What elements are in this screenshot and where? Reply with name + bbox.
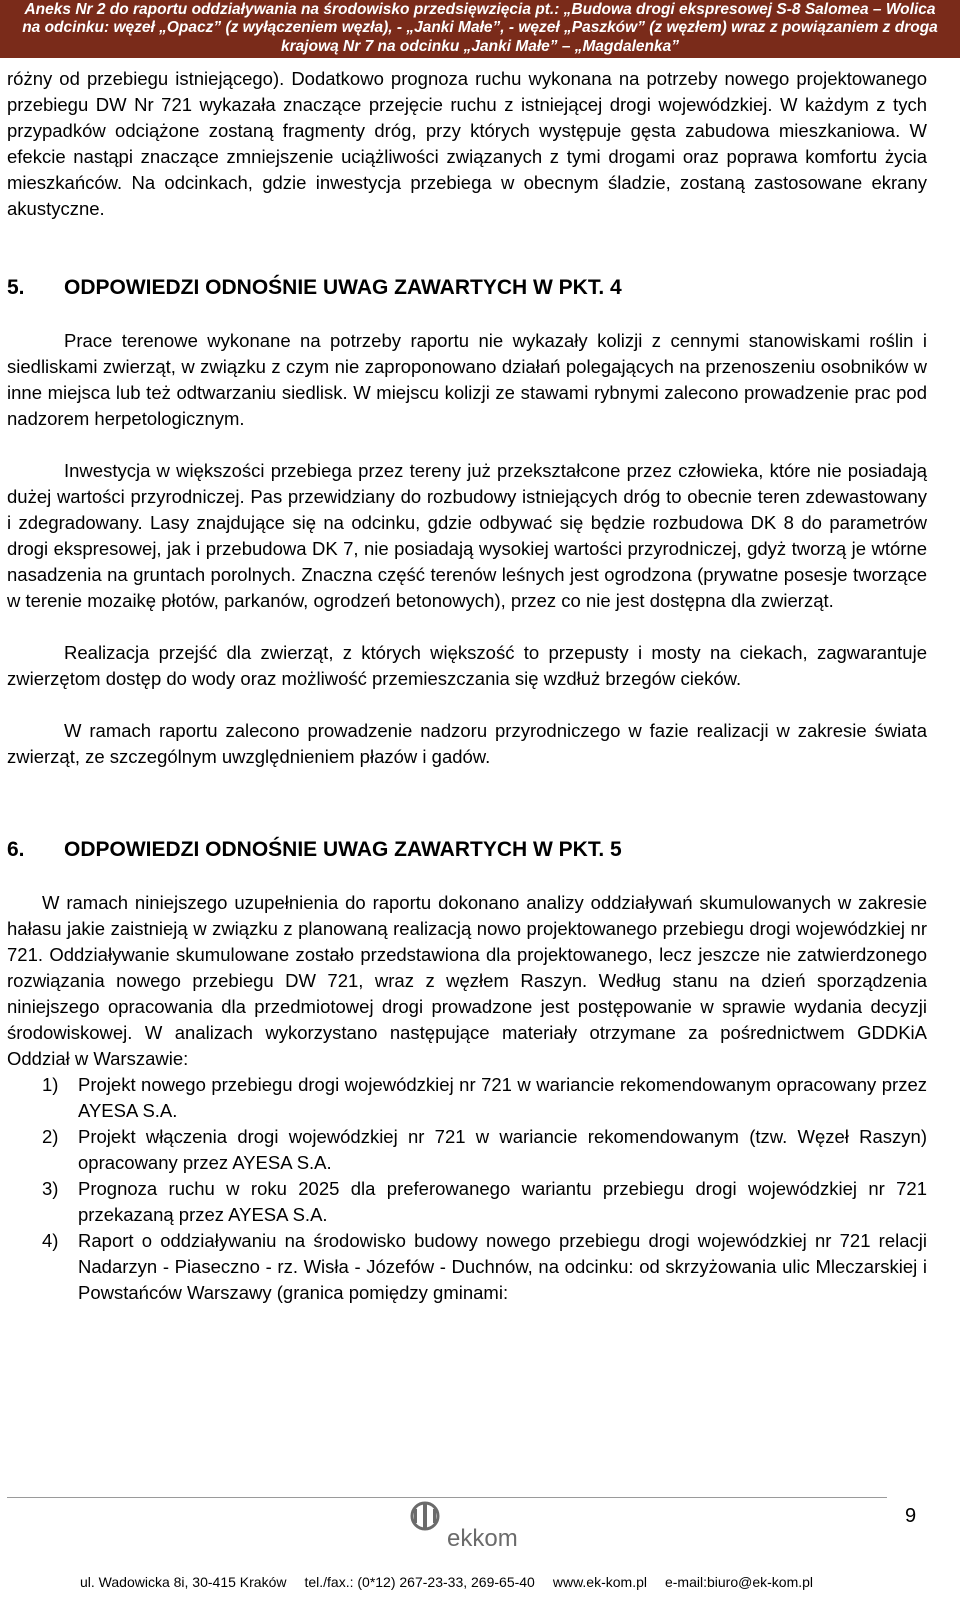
- section-5-title: ODPOWIEDZI ODNOŚNIE UWAG ZAWARTYCH W PKT. 4: [64, 276, 622, 299]
- ekkom-logo-icon: [395, 1500, 535, 1560]
- section-5-heading: [7, 274, 927, 302]
- list-item-text: Raport o oddziaływaniu na środowisko budowy nowego przebiegu drogi wojewódzkiej nr 721 relacji Nadarzyn - Piaseczno - rz. Wisła - Józefów - Duchnów, na odcinku: od skrzyżowania ulic Mleczarskiej i Powstańców Warszawy (granica pomiędzy gminami:: [78, 1230, 927, 1303]
- materials-list: [7, 1072, 927, 1306]
- list-item-number: 2): [42, 1126, 59, 1147]
- section-5-paragraph: W ramach raportu zalecono prowadzenie nadzoru przyrodniczego w fazie realizacji w zakresie świata zwierząt, ze szczególnym uwzględnieniem płazów i gadów.: [7, 720, 927, 767]
- section-6-paragraph: W ramach niniejszego uzupełnienia do raportu dokonano analizy oddziaływań skumulowanych w zakresie hałasu jakie zaistnieją w związku z planowaną realizacją nowo projektowanego przebiegu drogi wojewódzkiej nr 721. Oddziaływanie skumulowane zostało przedstawiona dla projektowanego, lecz jeszcze nie zatwierdzonego rozwiązania nowego przebiegu DW 721, wraz z węzłem Raszyn. Według stanu na dzień sporządzenia niniejszego opracowania dla przedmiotowej drogi prowadzone jest postępowanie w sprawie wydania decyzji środowiskowej. W analizach wykorzystano następujące materiały otrzymane za pośrednictwem GDDKiA Oddział w Warszawie:: [7, 892, 927, 1069]
- section-6-number: 6.: [7, 838, 25, 861]
- page-number: 9: [905, 1505, 917, 1527]
- header-line-1: Aneks Nr 2 do raportu oddziaływania na środowisko przedsięwzięcia pt.: „Budowa drogi ekspresowej S-8 Salomea – Wolica: [24, 1, 936, 18]
- list-item: [7, 1228, 927, 1306]
- section-6-title: ODPOWIEDZI ODNOŚNIE UWAG ZAWARTYCH W PKT. 5: [64, 838, 622, 861]
- list-item: [7, 1176, 927, 1228]
- list-item-text: Projekt włączenia drogi wojewódzkiej nr 721 w wariancie rekomendowanym (tzw. Węzeł Raszyn) opracowany przez AYESA S.A.: [78, 1126, 927, 1173]
- footer-website-link[interactable]: www.ek-kom.pl: [552, 1574, 647, 1590]
- page-body: [7, 66, 927, 1306]
- section-5-number: 5.: [7, 276, 25, 299]
- running-header: [0, 0, 960, 58]
- section-5-paragraph: Realizacja przejść dla zwierząt, z których większość to przepusty i mosty na ciekach, zagwarantuje zwierzętom dostęp do wody oraz możliwość przemieszczania się wzdłuż brzegów cieków.: [7, 642, 927, 689]
- footer-email-link[interactable]: e-mail:biuro@ek-kom.pl: [664, 1574, 814, 1590]
- ekkom-logo: [395, 1500, 535, 1560]
- list-item-number: 1): [42, 1074, 59, 1095]
- list-item-number: 3): [42, 1178, 59, 1199]
- header-line-3: krajową Nr 7 na odcinku „Janki Małe” – „Magdalenka”: [281, 38, 679, 55]
- intro-paragraph: różny od przebiegu istniejącego). Dodatkowo prognoza ruchu wykonana na potrzeby nowego projektowanego przebiegu DW Nr 721 wykazała znaczące przejęcie ruchu z istniejącej drogi wojewódzkiej. W każdym z tych przypadków odciążone zostaną fragmenty dróg, przy których występuje gęsta zabudowa mieszkaniowa. W efekcie nastąpi znaczące zmniejszenie uciążliwości związanych z tymi drogami oraz poprawa komfortu życia mieszkańców. Na odcinkach, gdzie inwestycja przebiega w obecnym śladzie, zostaną zastosowane ekrany akustyczne.: [7, 68, 927, 219]
- header-line-2: na odcinku: węzeł „Opacz” (z wyłączeniem węzła), - „Janki Małe”, - węzeł „Paszków” (z węzłem) wraz z powiązaniem z droga: [22, 19, 938, 36]
- footer-divider: [7, 1497, 887, 1498]
- section-5-paragraph: Inwestycja w większości przebiega przez tereny już przekształcone przez człowieka, które nie posiadają dużej wartości przyrodniczej. Pas przewidziany do rozbudowy istniejących dróg to obecnie teren zdewastowany i zdegradowany. Lasy znajdujące się na odcinku, gdzie odbywać się będzie rozbudowa DK 8 do parametrów drogi ekspresowej, jak i przebudowa DK 7, nie posiadają wysokiej wartości przyrodniczej, gdyż tworzą je wtórne nasadzenia na gruntach porolnych. Znaczna część terenów leśnych jest ogrodzona (prywatne posesje tworzące w terenie mozaikę płotów, parkanów, ogrodzeń betonowych), przez co nie jest dostępna dla zwierząt.: [7, 460, 927, 611]
- list-item-text: Projekt nowego przebiegu drogi wojewódzkiej nr 721 w wariancie rekomendowanym opracowany przez AYESA S.A.: [78, 1074, 927, 1121]
- list-item: [7, 1072, 927, 1124]
- logo-wordmark: ekkom: [447, 1525, 518, 1552]
- footer-address: ul. Wadowicka 8i, 30-415 Kraków: [80, 1574, 287, 1590]
- section-5-paragraph: Prace terenowe wykonane na potrzeby raportu nie wykazały kolizji z cennymi stanowiskami roślin i siedliskami zwierząt, w związku z czym nie zaproponowano działań polegających na przenoszeniu osobników w inne miejsca lub też odtwarzaniu siedlisk. W miejscu kolizji ze stawami rybnymi zalecono prowadzenie prac pod nadzorem herpetologicznym.: [7, 330, 927, 429]
- section-6-heading: [7, 836, 927, 864]
- footer-contact: [80, 1574, 880, 1590]
- list-item: [7, 1124, 927, 1176]
- list-item-number: 4): [42, 1230, 59, 1251]
- list-item-text: Prognoza ruchu w roku 2025 dla preferowanego wariantu przebiegu drogi wojewódzkiej nr 721 przekazaną przez AYESA S.A.: [78, 1178, 927, 1225]
- footer-phone: tel./fax.: (0*12) 267-23-33, 269-65-40: [304, 1574, 535, 1590]
